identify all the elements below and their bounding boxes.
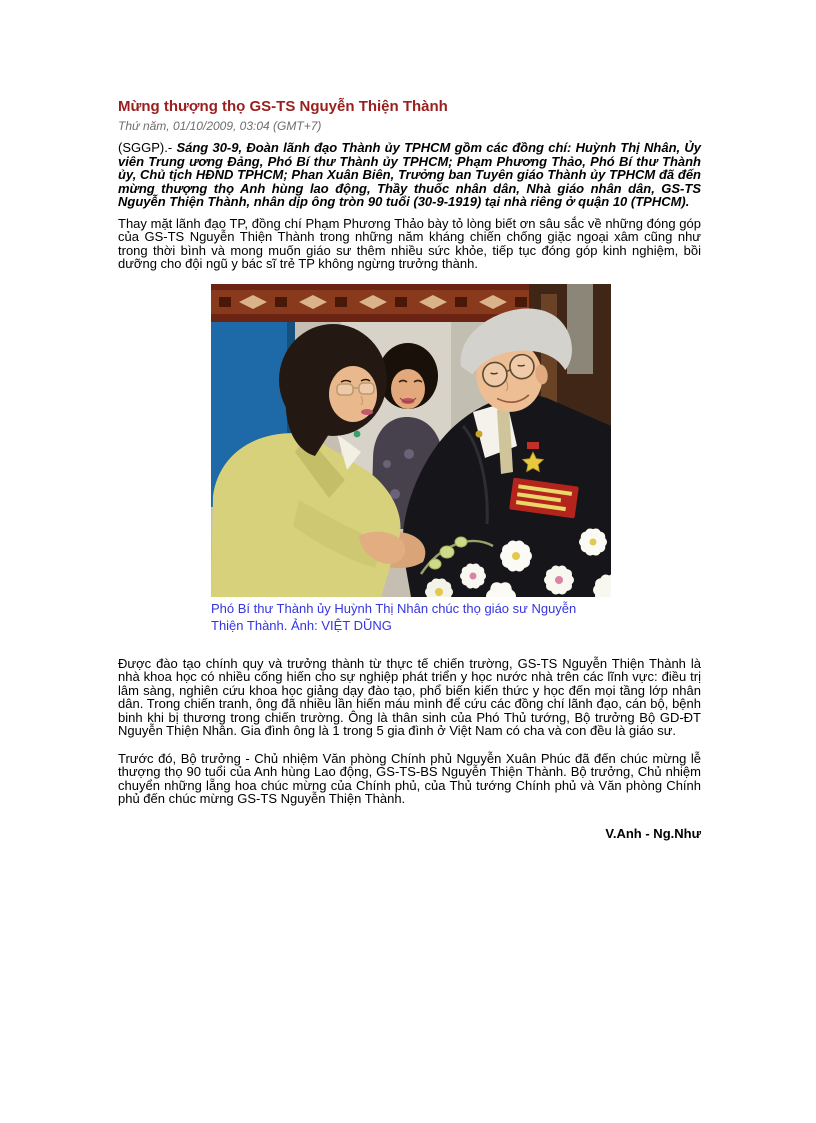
lead-paragraph — [118, 141, 701, 209]
body-paragraph-2: Được đào tạo chính quy và trưởng thành từ thực tế chiến trường, GS-TS Nguyễn Thiện Thành là nhà khoa học có nhiều cống hiến cho sự nghiệp phát triển y học nước nhà trên các lĩnh vực: điều trị lâm sàng, nghiên cứu khoa học giảng dạy đào tạo, phổ biến kiến thức y học đến mọi tầng lớp nhân dân. Trong chiến tranh, ông đã nhiều lần hiến máu mình để cứu các đồng chí lãnh đạo, cán bộ, bệnh binh khi bị thương trong chiến trường. Ông là thân sinh của Phó Thủ tướng, Bộ trưởng Bộ GD-ĐT Nguyễn Thiện Nhân. Gia đình ông là 1 trong 5 gia đình ở Việt Nam có cha và con đều là giáo sư. — [118, 655, 701, 738]
lapel-pin — [476, 430, 483, 437]
page-title: Mừng thượng thọ GS-TS Nguyễn Thiện Thành — [118, 98, 448, 115]
byline: V.Anh - Ng.Như — [605, 825, 701, 841]
lead-text: Sáng 30-9, Đoàn lãnh đạo Thành ủy TPHCM gồm các đồng chí: Huỳnh Thị Nhân, Ủy viên Trung ương Đảng, Phó Bí thư Thành ủy TPHCM; Phạm Phương Thảo, Phó Bí thư Thành ủy, Chủ tịch HĐND TPHCM; Phan Xuân Biên, Trưởng ban Tuyên giáo Thành ủy TPHCM đã đến mừng thượng thọ Anh hùng lao động, Thầy thuốc nhân dân, Nhà giáo nhân dân, GS-TS Nguyễn Thiện Thành, nhân dịp ông tròn 90 tuổi (30-9-1919) tại nhà riêng ở quận 10 (TPHCM). — [118, 140, 701, 209]
photo-caption: Phó Bí thư Thành ủy Huỳnh Thị Nhân chúc thọ giáo sư Nguyễn Thiện Thành. Ảnh: VIỆT DŨNG — [211, 600, 577, 633]
source-tag: (SGGP).- — [118, 140, 173, 155]
article-content — [118, 97, 701, 840]
article-photo-figure — [211, 284, 611, 635]
body-paragraph-3: Trước đó, Bộ trưởng - Chủ nhiệm Văn phòng Chính phủ Nguyễn Xuân Phúc đã đến chúc mừng lễ thượng thọ 90 tuổi của Anh hùng Lao động, GS-TS-BS Nguyễn Thiện Thành. Bộ trưởng, Chủ nhiệm chuyển những lẵng hoa chúc mừng của Chính phủ, của Thủ tướng Chính phủ và Văn phòng Chính phủ đến chúc mừng GS-TS Nguyễn Thiện Thành. — [118, 750, 701, 806]
body-paragraph-1: Thay mặt lãnh đạo TP, đồng chí Phạm Phương Thảo bày tỏ lòng biết ơn sâu sắc về những đóng góp của GS-TS Nguyễn Thiện Thành trong những năm kháng chiến chống giặc ngoại xâm cũng như trong thời bình và mong muốn giáo sư thêm nhiều sức khỏe, tiếp tục đóng góp kinh nghiệm, bồi dưỡng cho đội ngũ y bác sĩ trẻ TP không ngừng trưởng thành. — [118, 215, 701, 271]
article-dateline: Thứ năm, 01/10/2009, 03:04 (GMT+7) — [118, 119, 322, 133]
article-photo — [211, 284, 611, 597]
